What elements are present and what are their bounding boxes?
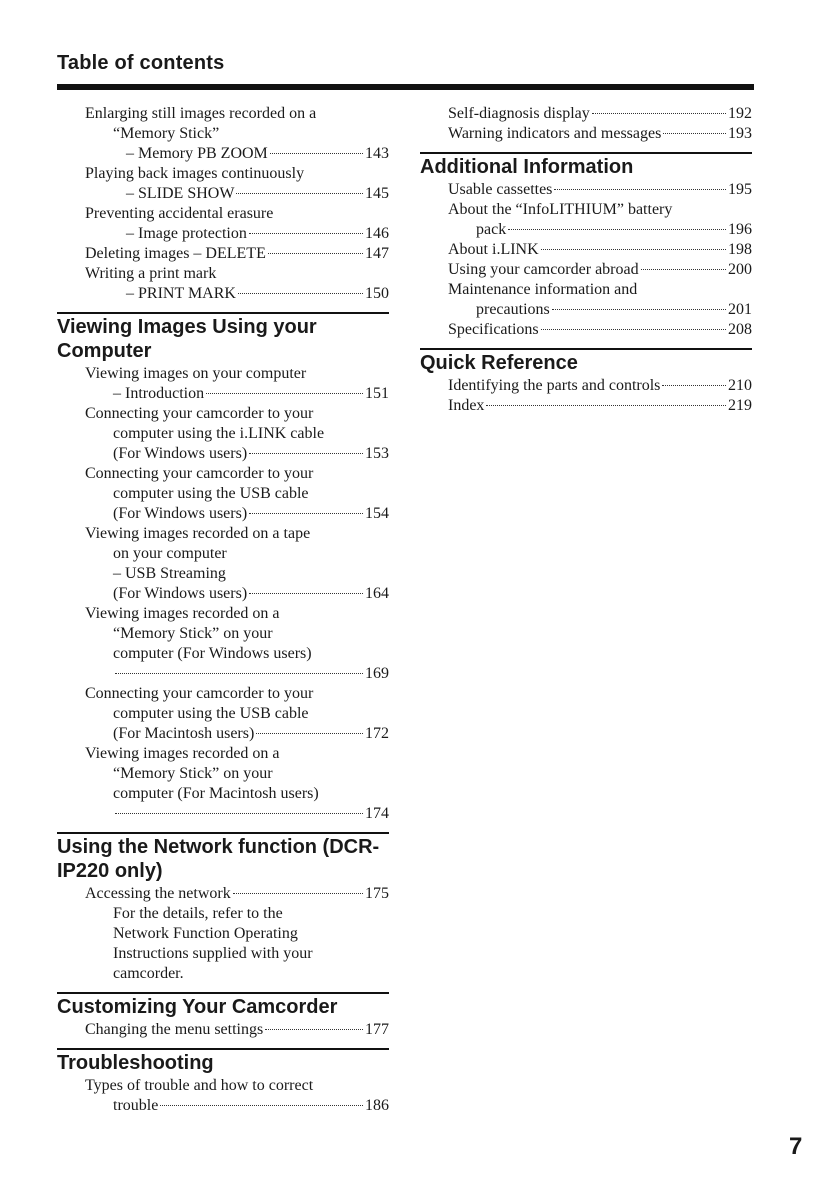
dot-leader [233, 892, 363, 894]
toc-entry-line [85, 804, 389, 824]
toc-entry-text: “Memory Stick” on your [113, 765, 273, 782]
toc-entry-text: Writing a print mark [85, 265, 217, 282]
dot-leader [238, 292, 363, 294]
toc-entry-line [448, 240, 752, 260]
toc-page-number[interactable]: 177 [365, 1021, 389, 1038]
toc-section-customizing-your-camcorder [57, 992, 389, 1040]
toc-entry-line [85, 384, 389, 404]
toc-entry-text: computer using the USB cable [113, 485, 309, 502]
toc-entry-line [85, 404, 389, 424]
toc-entry-line [448, 300, 752, 320]
toc-entry[interactable] [420, 260, 752, 280]
toc-entry-text: “Memory Stick” [113, 125, 220, 142]
dot-leader [249, 232, 363, 234]
toc-entry-line [85, 604, 389, 624]
toc-entry-text: computer using the i.LINK cable [113, 425, 325, 442]
toc-page-number[interactable]: 143 [365, 145, 389, 162]
toc-entry-line [85, 584, 389, 604]
toc-entry-text: Viewing images recorded on a tape [85, 525, 311, 542]
toc-entry[interactable] [420, 376, 752, 396]
toc-page-number[interactable]: 198 [728, 241, 752, 258]
toc-entry-text: on your computer [113, 545, 227, 562]
dot-leader [541, 328, 726, 330]
dot-leader [115, 672, 363, 674]
toc-entry-line [448, 104, 752, 124]
section-heading: Customizing Your Camcorder [57, 996, 338, 1018]
toc-entry[interactable] [420, 396, 752, 416]
toc-entry-line [85, 704, 389, 724]
toc-entry-line [448, 260, 752, 280]
toc-entry-text: Connecting your camcorder to your [85, 465, 314, 482]
toc-entry-line [448, 220, 752, 240]
toc-section-troubleshooting [57, 1048, 389, 1116]
toc-entry-line [85, 504, 389, 524]
toc-entry[interactable] [57, 464, 389, 524]
toc-entry[interactable] [57, 264, 389, 304]
toc-entry-line [85, 724, 389, 744]
toc-entry-list [57, 364, 389, 824]
toc-entry[interactable] [57, 204, 389, 244]
toc-entry-line [448, 376, 752, 396]
dot-leader [249, 512, 363, 514]
toc-entry-text: Identifying the parts and controls [448, 377, 661, 394]
toc-entry-line [85, 624, 389, 644]
toc-page-number[interactable]: 172 [365, 725, 389, 742]
dot-leader [508, 228, 726, 230]
toc-page-number[interactable]: 147 [365, 245, 389, 262]
toc-entry[interactable] [420, 320, 752, 340]
toc-entry-line [85, 204, 389, 224]
toc-entry-line [85, 424, 389, 444]
toc-page-number[interactable]: 154 [365, 505, 389, 522]
toc-entry-text: (For Windows users) [113, 585, 248, 602]
dot-leader [256, 732, 363, 734]
toc-entry[interactable] [420, 104, 752, 124]
toc-section-viewing-images-using-your-computer [57, 312, 389, 824]
toc-page-number[interactable]: 169 [365, 665, 389, 682]
toc-page-number[interactable]: 186 [365, 1097, 389, 1114]
toc-entry-line [85, 904, 389, 924]
toc-entry-text: Warning indicators and messages [448, 125, 662, 142]
toc-entry-text: pack [476, 221, 507, 238]
toc-entry-text: computer (For Macintosh users) [113, 785, 319, 802]
dot-leader [486, 404, 726, 406]
dot-leader [541, 248, 726, 250]
section-heading: Quick Reference [420, 352, 578, 374]
toc-entry[interactable] [57, 364, 389, 404]
toc-entry-text: (For Macintosh users) [113, 725, 255, 742]
toc-entry[interactable] [420, 280, 752, 320]
toc-entry-line [85, 284, 389, 304]
toc-page-number[interactable]: 195 [728, 181, 752, 198]
section-heading: Additional Information [420, 156, 634, 178]
section-heading: Using the Network function (DCR-IP220 only) [57, 836, 380, 882]
toc-entry-text: Viewing images recorded on a [85, 745, 280, 762]
toc-entry-text: Accessing the network [85, 885, 231, 902]
toc-entry-line [85, 564, 389, 584]
toc-page-number[interactable]: 164 [365, 585, 389, 602]
toc-entry-line [85, 364, 389, 384]
toc-section [57, 104, 389, 304]
toc-page-number[interactable]: 175 [365, 885, 389, 902]
toc-entry[interactable] [420, 200, 752, 240]
toc-left-column [57, 104, 389, 1116]
toc-page-number[interactable]: 219 [728, 397, 752, 414]
toc-entry-text: About the “InfoLITHIUM” battery [448, 201, 673, 218]
toc-entry-text: – Image protection [126, 225, 247, 242]
toc-entry[interactable] [57, 244, 389, 264]
toc-entry-line [85, 444, 389, 464]
toc-page-number[interactable]: 146 [365, 225, 389, 242]
toc-entry-text: Enlarging still images recorded on a [85, 105, 317, 122]
toc-entry-text: For the details, refer to the [113, 905, 283, 922]
dot-leader [662, 384, 726, 386]
toc-entry-line [85, 764, 389, 784]
dot-leader [552, 308, 726, 310]
dot-leader [592, 112, 726, 114]
toc-entry-list [57, 884, 389, 984]
toc-entry-text: Viewing images recorded on a [85, 605, 280, 622]
toc-page-number[interactable]: 150 [365, 285, 389, 302]
toc-entry-text: Network Function Operating [113, 925, 298, 942]
toc-page-number[interactable]: 210 [728, 377, 752, 394]
toc-entry-line [448, 200, 752, 220]
toc-entry[interactable] [57, 524, 389, 604]
page-number: 7 [789, 1133, 803, 1160]
toc-entry-line [85, 664, 389, 684]
toc-entry-line [85, 524, 389, 544]
toc-entry[interactable] [57, 744, 389, 824]
header-rule [57, 84, 754, 90]
toc-entry-line [85, 784, 389, 804]
toc-entry-line [85, 1076, 389, 1096]
toc-page-number[interactable]: 145 [365, 185, 389, 202]
toc-entry-line [85, 224, 389, 244]
toc-entry[interactable] [57, 1076, 389, 1116]
toc-page-number[interactable]: 151 [365, 385, 389, 402]
toc-page-number[interactable]: 201 [728, 301, 752, 318]
toc-entry[interactable] [57, 104, 389, 164]
dot-leader [270, 152, 363, 154]
toc-right-column [420, 104, 752, 416]
dot-leader [265, 1028, 363, 1030]
toc-entry-text: About i.LINK [448, 241, 539, 258]
toc-section-quick-reference [420, 348, 752, 416]
toc-entry-text: precautions [476, 301, 550, 318]
toc-entry-text: Playing back images continuously [85, 165, 305, 182]
toc-page-number[interactable]: 208 [728, 321, 752, 338]
toc-entry-text: – Memory PB ZOOM [126, 145, 268, 162]
toc-entry-text: Using your camcorder abroad [448, 261, 639, 278]
toc-entry[interactable] [57, 404, 389, 464]
toc-entry-list [420, 104, 752, 144]
toc-entry[interactable] [57, 164, 389, 204]
toc-entry-line [85, 684, 389, 704]
toc-entry-text: (For Windows users) [113, 445, 248, 462]
dot-leader [115, 812, 363, 814]
dot-leader [206, 392, 363, 394]
toc-entry-text: Maintenance information and [448, 281, 638, 298]
toc-entry-text: Usable cassettes [448, 181, 553, 198]
toc-entry-text: – Introduction [113, 385, 205, 402]
toc-section-additional-information [420, 152, 752, 340]
toc-page-number[interactable]: 192 [728, 105, 752, 122]
toc-entry-text: Instructions supplied with your [113, 945, 313, 962]
toc-entry-line [85, 1096, 389, 1116]
toc-entry-line [85, 944, 389, 964]
dot-leader [249, 452, 363, 454]
toc-entry-line [85, 964, 389, 984]
toc-entry-line [448, 180, 752, 200]
toc-page-number[interactable]: 174 [365, 805, 389, 822]
dot-leader [249, 592, 363, 594]
toc-entry-list [420, 376, 752, 416]
toc-entry-list [420, 180, 752, 340]
toc-entry-line [85, 544, 389, 564]
toc-entry-line [85, 744, 389, 764]
dot-leader [268, 252, 363, 254]
toc-page-number[interactable]: 193 [728, 125, 752, 142]
toc-entry-line [448, 280, 752, 300]
toc-entry-list [57, 104, 389, 304]
dot-leader [160, 1104, 363, 1106]
toc-page-number[interactable]: 153 [365, 445, 389, 462]
toc-entry-text: computer using the USB cable [113, 705, 309, 722]
toc-entry[interactable] [420, 180, 752, 200]
toc-entry[interactable] [420, 124, 752, 144]
toc-entry-line [85, 104, 389, 124]
toc-entry-text: trouble [113, 1097, 159, 1114]
toc-entry[interactable] [57, 684, 389, 744]
section-heading: Troubleshooting [57, 1052, 214, 1074]
toc-page-number[interactable]: 200 [728, 261, 752, 278]
toc-entry-text: Connecting your camcorder to your [85, 405, 314, 422]
toc-entry-text: (For Windows users) [113, 505, 248, 522]
toc-entry-text: Changing the menu settings [85, 1021, 264, 1038]
toc-entry-text: Deleting images – DELETE [85, 245, 266, 262]
toc-entry-text: Index [448, 397, 485, 414]
toc-entry-line [448, 396, 752, 416]
dot-leader [641, 268, 726, 270]
toc-section [420, 104, 752, 144]
toc-entry-line [85, 644, 389, 664]
toc-entry-line [85, 464, 389, 484]
toc-entry-line [85, 484, 389, 504]
toc-entry-line [85, 264, 389, 284]
dot-leader [236, 192, 363, 194]
toc-entry-line [448, 320, 752, 340]
toc-entry[interactable] [57, 604, 389, 684]
toc-entry-line [85, 244, 389, 264]
toc-entry-text: Viewing images on your computer [85, 365, 307, 382]
toc-entry-list [57, 1020, 389, 1040]
toc-entry-text: – SLIDE SHOW [126, 185, 235, 202]
toc-entry-text: Types of trouble and how to correct [85, 1077, 314, 1094]
toc-entry-line [85, 184, 389, 204]
page-title: Table of contents [57, 52, 225, 74]
toc-entry-line [85, 884, 389, 904]
toc-entry-text: – USB Streaming [113, 565, 226, 582]
toc-entry-text: “Memory Stick” on your [113, 625, 273, 642]
section-heading: Viewing Images Using your Computer [57, 316, 317, 362]
toc-section-using-the-network-function-dcr-ip220-only [57, 832, 389, 984]
dot-leader [663, 132, 726, 134]
toc-entry-line [85, 164, 389, 184]
toc-entry-text: computer (For Windows users) [113, 645, 312, 662]
toc-entry-line [85, 144, 389, 164]
toc-entry-text: Specifications [448, 321, 539, 338]
toc-entry[interactable] [420, 240, 752, 260]
toc-entry-list [57, 1076, 389, 1116]
toc-entry-line [448, 124, 752, 144]
toc-entry-text: Self-diagnosis display [448, 105, 590, 122]
toc-entry-text: camcorder. [113, 965, 184, 982]
toc-entry-line [85, 124, 389, 144]
dot-leader [554, 188, 726, 190]
toc-entry[interactable] [57, 884, 389, 984]
toc-entry-text: Preventing accidental erasure [85, 205, 274, 222]
toc-entry-text: – PRINT MARK [126, 285, 236, 302]
toc-entry-line [85, 924, 389, 944]
toc-entry-line [85, 1020, 389, 1040]
toc-entry[interactable] [57, 1020, 389, 1040]
toc-page-number[interactable]: 196 [728, 221, 752, 238]
toc-entry-text: Connecting your camcorder to your [85, 685, 314, 702]
